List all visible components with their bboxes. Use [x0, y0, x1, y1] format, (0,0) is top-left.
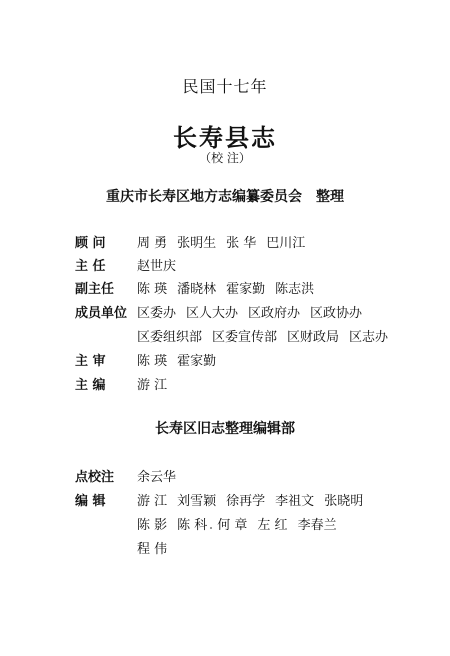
person-name: 游 江: [137, 378, 168, 393]
person-name: 余云华: [137, 470, 177, 485]
person-name: 陈 科: [177, 518, 208, 533]
person-name: 李祖文: [275, 494, 315, 509]
role-label: 主 任: [75, 259, 106, 274]
unit-name: 区财政局: [287, 330, 340, 345]
person-name: 何 章: [217, 518, 248, 533]
committee-action: 整理: [316, 189, 344, 205]
unit-name: 区人大办: [186, 306, 239, 321]
unit-name: 区政协办: [310, 306, 363, 321]
credit-row-editors-cont2: [137, 538, 177, 557]
credit-row-editors: [75, 490, 373, 509]
person-name: 潘晓林: [177, 282, 217, 297]
person-name: 巴川江: [266, 236, 306, 251]
unit-name: 区政府办: [248, 306, 301, 321]
book-title: 长寿县志: [173, 124, 277, 152]
role-label: 主 审: [75, 354, 106, 369]
credit-row-editors-cont: [137, 514, 347, 533]
person-name: 刘雪颖: [177, 494, 217, 509]
credit-row-chief-editor: [75, 374, 177, 393]
unit-name: 区志办: [349, 330, 389, 345]
role-label: 点校注: [75, 470, 115, 485]
role-label: 副主任: [75, 282, 115, 297]
role-label: 编 辑: [75, 494, 106, 509]
person-name: 程 伟: [137, 542, 168, 557]
person-name: 游 江: [137, 494, 168, 509]
credit-row-chief-reviewers: [75, 350, 226, 369]
person-name: 陈 影: [137, 518, 168, 533]
role-label: 主 编: [75, 378, 106, 393]
person-name: 周 勇: [137, 236, 168, 251]
role-label: 成员单位: [75, 306, 128, 321]
credit-row-director: [75, 255, 186, 274]
person-name: 陈 瑛: [137, 282, 168, 297]
credit-row-annotator: [75, 466, 186, 485]
role-label: 顾 问: [75, 236, 106, 251]
committee-name: 重庆市长寿区地方志编纂委员会: [106, 189, 302, 205]
person-name: 徐再学: [226, 494, 266, 509]
person-name: 陈志洪: [275, 282, 315, 297]
unit-name: 区委宣传部: [212, 330, 278, 345]
person-name: 赵世庆: [137, 259, 177, 274]
unit-name: 区委组织部: [137, 330, 203, 345]
person-name: 霍家勤: [226, 282, 266, 297]
credit-row-advisors: [75, 232, 315, 251]
committee-heading: [0, 186, 450, 206]
credit-row-member-units: [75, 302, 372, 321]
person-name: 张晓明: [324, 494, 364, 509]
credit-row-member-units-cont: [137, 326, 398, 345]
person-name: 张 华: [226, 236, 257, 251]
speck-mark: [210, 527, 212, 529]
person-name: 张明生: [177, 236, 217, 251]
credit-row-deputy-directors: [75, 278, 324, 297]
book-subtitle: （校 注）: [199, 151, 251, 165]
person-name: 霍家勤: [177, 354, 217, 369]
person-name: 李春兰: [297, 518, 337, 533]
person-name: 陈 瑛: [137, 354, 168, 369]
person-name: 左 红: [257, 518, 288, 533]
department-heading: 长寿区旧志整理编辑部: [155, 421, 295, 437]
unit-name: 区委办: [137, 306, 177, 321]
era-line: 民国十七年: [182, 77, 268, 96]
